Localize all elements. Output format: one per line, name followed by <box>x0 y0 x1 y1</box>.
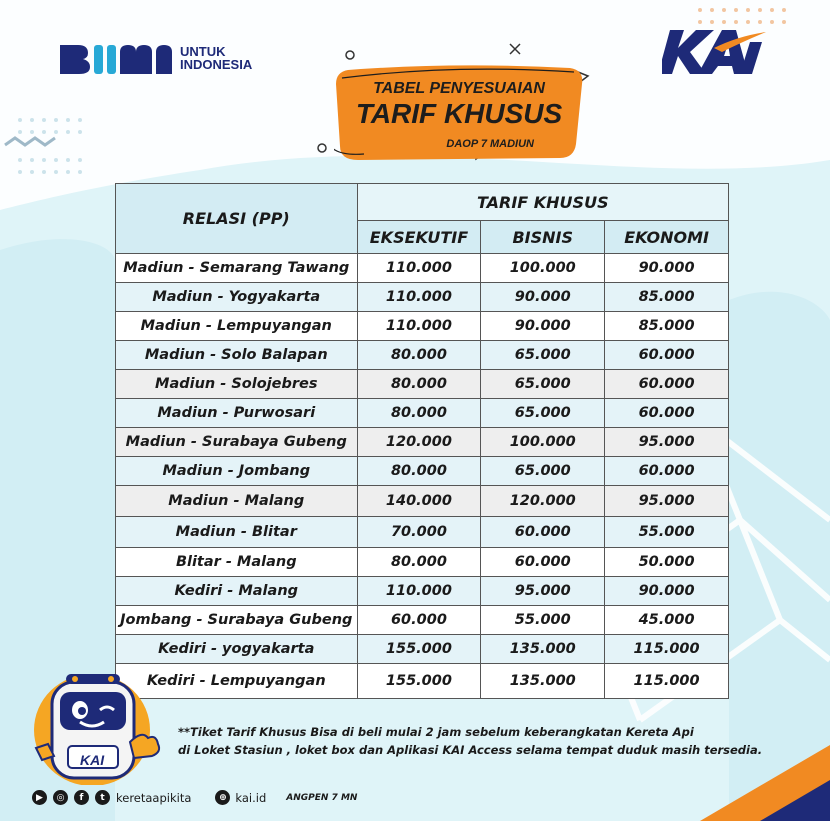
cell-eksekutif: 110.000 <box>357 254 481 283</box>
cell-relasi: Jombang - Surabaya Gubeng <box>116 606 358 635</box>
cell-relasi: Madiun - Malang <box>116 486 358 517</box>
cell-bisnis: 65.000 <box>481 399 605 428</box>
cell-ekonomi: 60.000 <box>605 341 729 370</box>
facebook-icon[interactable]: f <box>74 790 89 805</box>
cell-ekonomi: 85.000 <box>605 312 729 341</box>
cell-relasi: Madiun - Semarang Tawang <box>116 254 358 283</box>
cell-eksekutif: 80.000 <box>357 370 481 399</box>
cell-ekonomi: 90.000 <box>605 254 729 283</box>
cell-relasi: Kediri - Lempuyangan <box>116 664 358 699</box>
cell-eksekutif: 80.000 <box>357 457 481 486</box>
cell-relasi: Madiun - Surabaya Gubeng <box>116 428 358 457</box>
cell-eksekutif: 110.000 <box>357 312 481 341</box>
mascot-badge: KAI <box>80 752 105 768</box>
table-row <box>116 548 729 577</box>
cell-eksekutif: 155.000 <box>357 664 481 699</box>
table-row <box>116 283 729 312</box>
cell-ekonomi: 60.000 <box>605 399 729 428</box>
website-link[interactable] <box>215 790 266 805</box>
youtube-icon[interactable]: ▶ <box>32 790 47 805</box>
bumn-logo <box>58 40 252 76</box>
bumn-subtitle <box>180 45 252 71</box>
cell-eksekutif: 110.000 <box>357 577 481 606</box>
cell-eksekutif: 80.000 <box>357 341 481 370</box>
cell-eksekutif: 60.000 <box>357 606 481 635</box>
twitter-icon[interactable]: t <box>95 790 110 805</box>
cell-eksekutif: 140.000 <box>357 486 481 517</box>
table-row <box>116 486 729 517</box>
cell-ekonomi: 95.000 <box>605 428 729 457</box>
cell-bisnis: 100.000 <box>481 254 605 283</box>
cell-ekonomi: 45.000 <box>605 606 729 635</box>
cell-ekonomi: 60.000 <box>605 370 729 399</box>
table-row <box>116 635 729 664</box>
cell-ekonomi: 50.000 <box>605 548 729 577</box>
cell-bisnis: 60.000 <box>481 548 605 577</box>
table-row <box>116 341 729 370</box>
cell-bisnis: 55.000 <box>481 606 605 635</box>
cell-eksekutif: 80.000 <box>357 399 481 428</box>
bumn-line2: INDONESIA <box>180 57 253 72</box>
cell-eksekutif: 110.000 <box>357 283 481 312</box>
footnote <box>178 723 762 759</box>
cell-eksekutif: 70.000 <box>357 517 481 548</box>
cell-bisnis: 65.000 <box>481 370 605 399</box>
cell-relasi: Madiun - Lempuyangan <box>116 312 358 341</box>
instagram-icon[interactable]: ◎ <box>53 790 68 805</box>
cell-eksekutif: 120.000 <box>357 428 481 457</box>
table-row <box>116 399 729 428</box>
table-row <box>116 370 729 399</box>
table-row <box>116 254 729 283</box>
kai-logo <box>662 28 768 76</box>
cell-relasi: Madiun - Solojebres <box>116 370 358 399</box>
cell-bisnis: 60.000 <box>481 517 605 548</box>
cell-bisnis: 65.000 <box>481 341 605 370</box>
column-header-relasi: RELASI (PP) <box>116 184 358 254</box>
cell-ekonomi: 115.000 <box>605 635 729 664</box>
table-row <box>116 577 729 606</box>
table-row <box>116 664 729 699</box>
cell-relasi: Kediri - Malang <box>116 577 358 606</box>
table-row <box>116 457 729 486</box>
cell-eksekutif: 155.000 <box>357 635 481 664</box>
column-header-bisnis: BISNIS <box>481 221 605 254</box>
cell-ekonomi: 55.000 <box>605 517 729 548</box>
cell-bisnis: 90.000 <box>481 312 605 341</box>
cell-ekonomi: 60.000 <box>605 457 729 486</box>
cell-ekonomi: 85.000 <box>605 283 729 312</box>
cell-relasi: Blitar - Malang <box>116 548 358 577</box>
table-row <box>116 606 729 635</box>
social-handle[interactable]: keretaapikita <box>116 790 192 805</box>
cell-ekonomi: 95.000 <box>605 486 729 517</box>
column-header-tarif: TARIF KHUSUS <box>357 184 728 221</box>
title-line1: TABEL PENYESUAIAN <box>373 80 545 97</box>
cell-bisnis: 65.000 <box>481 457 605 486</box>
cell-relasi: Madiun - Jombang <box>116 457 358 486</box>
website-text: kai.id <box>235 790 267 805</box>
bumn-mark <box>58 40 174 76</box>
column-header-eksekutif: EKSEKUTIF <box>357 221 481 254</box>
cell-relasi: Kediri - yogyakarta <box>116 635 358 664</box>
cell-relasi: Madiun - Purwosari <box>116 399 358 428</box>
cell-relasi: Madiun - Solo Balapan <box>116 341 358 370</box>
cell-ekonomi: 115.000 <box>605 664 729 699</box>
cell-bisnis: 135.000 <box>481 664 605 699</box>
bumn-line1: UNTUK <box>180 44 226 59</box>
cell-relasi: Madiun - Yogyakarta <box>116 283 358 312</box>
cell-ekonomi: 90.000 <box>605 577 729 606</box>
table-row <box>116 517 729 548</box>
footnote-line1: **Tiket Tarif Khusus Bisa di beli mulai 2 jam sebelum keberangkatan Kereta Api <box>178 725 694 739</box>
cell-relasi: Madiun - Blitar <box>116 517 358 548</box>
cell-bisnis: 95.000 <box>481 577 605 606</box>
cell-bisnis: 135.000 <box>481 635 605 664</box>
cell-bisnis: 90.000 <box>481 283 605 312</box>
title-banner <box>334 62 584 162</box>
footer <box>32 790 357 805</box>
title-line3: DAOP 7 MADIUN <box>446 138 534 150</box>
tarif-table <box>115 183 729 699</box>
column-header-ekonomi: EKONOMI <box>605 221 729 254</box>
table-row <box>116 312 729 341</box>
cell-eksekutif: 80.000 <box>357 548 481 577</box>
footnote-line2: di Loket Stasiun , loket box dan Aplikasi KAI Access selama tempat duduk masih tersedia. <box>178 743 763 757</box>
cell-bisnis: 100.000 <box>481 428 605 457</box>
globe-icon: ⊕ <box>215 790 230 805</box>
table-row <box>116 428 729 457</box>
title-line2: TARIF KHUSUS <box>355 98 563 129</box>
cell-bisnis: 120.000 <box>481 486 605 517</box>
credit-text: ANGPEN 7 MN <box>286 792 358 803</box>
table-header-row <box>116 184 729 221</box>
